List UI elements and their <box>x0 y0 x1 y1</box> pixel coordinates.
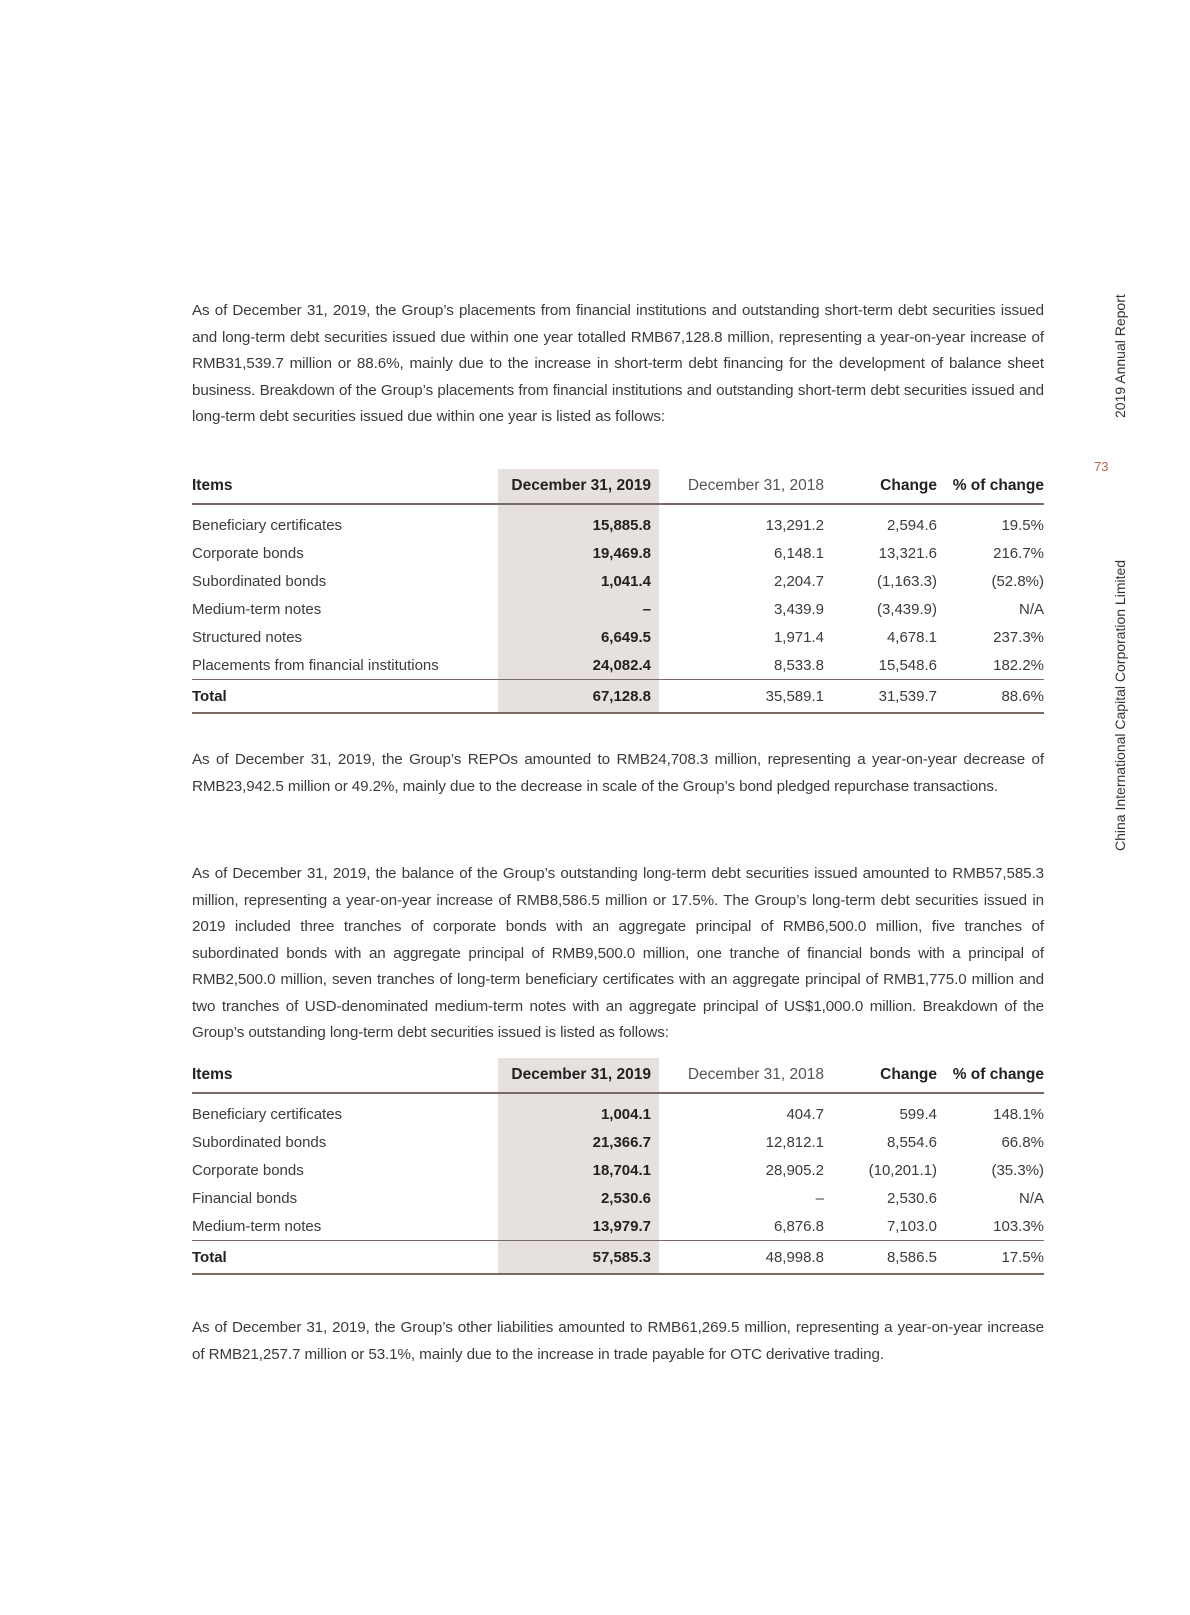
short-term-debt-table <box>192 469 1044 714</box>
table-row <box>192 651 1044 680</box>
cell-2018: 2,204.7 <box>773 572 824 590</box>
cell-item: Medium-term notes <box>192 1217 322 1235</box>
header-2019: December 31, 2019 <box>498 1058 659 1093</box>
cell-2019: 2,530.6 <box>498 1184 659 1212</box>
cell-2018: 12,812.1 <box>765 1133 824 1151</box>
paragraph-other-liabilities: As of December 31, 2019, the Group’s other liabilities amounted to RMB61,269.5 million, representing a year-on-year increase of RMB21,257.7 million or 53.1%, mainly due to the increase in trade payable for OTC derivative trading. <box>192 1319 1044 1363</box>
table-row <box>192 504 1044 539</box>
cell-2018: 3,439.9 <box>773 600 824 618</box>
header-change: Change <box>824 469 937 504</box>
cell-2018: 1,971.4 <box>773 628 824 646</box>
cell-2019: 24,082.4 <box>498 651 659 680</box>
cell-item: Financial bonds <box>192 1189 298 1207</box>
paragraph-repos: As of December 31, 2019, the Group’s REPOs amounted to RMB24,708.3 million, representing a year-on-year decrease of RMB23,942.5 million or 49.2%, mainly due to the decrease in scale of the Group’s bond pledged repurchase transactions. <box>192 751 1044 795</box>
cell-2018: 6,148.1 <box>773 544 824 562</box>
table-header-row <box>192 469 1044 504</box>
table-row <box>192 1093 1044 1128</box>
header-items: Items <box>192 469 498 504</box>
table-row <box>192 1212 1044 1241</box>
report-title: 2019 Annual Report <box>1112 294 1128 418</box>
total-pct: 88.6% <box>937 680 1044 714</box>
cell-change: 2,530.6 <box>886 1189 937 1207</box>
table-row <box>192 567 1044 595</box>
cell-change: 8,554.6 <box>886 1133 937 1151</box>
cell-2018: – <box>815 1189 824 1207</box>
total-2019: 57,585.3 <box>498 1241 659 1275</box>
cell-pct: 182.2% <box>993 656 1044 674</box>
cell-change: 599.4 <box>899 1105 937 1123</box>
table-row <box>192 623 1044 651</box>
cell-change: 4,678.1 <box>886 628 937 646</box>
header-2018: December 31, 2018 <box>659 469 824 504</box>
cell-item: Placements from financial institutions <box>192 656 439 674</box>
header-pct-change: % of change <box>937 469 1044 504</box>
table-header-row <box>192 1058 1044 1093</box>
cell-change: 13,321.6 <box>878 544 937 562</box>
cell-item: Beneficiary certificates <box>192 516 343 534</box>
cell-pct: N/A <box>1018 1189 1044 1207</box>
header-2018: December 31, 2018 <box>659 1058 824 1093</box>
cell-pct: 19.5% <box>1001 516 1044 534</box>
total-row <box>192 1241 1044 1275</box>
table-row <box>192 539 1044 567</box>
table-row <box>192 1184 1044 1212</box>
cell-change: 2,594.6 <box>886 516 937 534</box>
cell-2018: 8,533.8 <box>773 656 824 674</box>
table-row <box>192 1128 1044 1156</box>
cell-2019: – <box>498 595 659 623</box>
cell-2019: 19,469.8 <box>498 539 659 567</box>
total-2018: 35,589.1 <box>659 680 824 714</box>
cell-2019: 6,649.5 <box>498 623 659 651</box>
cell-change: (10,201.1) <box>868 1161 937 1179</box>
cell-change: 7,103.0 <box>886 1217 937 1235</box>
cell-pct: (35.3%) <box>991 1161 1044 1179</box>
cell-change: 15,548.6 <box>878 656 937 674</box>
total-2019: 67,128.8 <box>498 680 659 714</box>
cell-change: (1,163.3) <box>876 572 937 590</box>
cell-2018: 13,291.2 <box>765 516 824 534</box>
long-term-debt-table <box>192 1058 1044 1275</box>
cell-item: Beneficiary certificates <box>192 1105 343 1123</box>
cell-item: Structured notes <box>192 628 303 646</box>
cell-pct: (52.8%) <box>991 572 1044 590</box>
total-pct: 17.5% <box>937 1241 1044 1275</box>
header-items: Items <box>192 1058 498 1093</box>
company-name: China International Capital Corporation Limited <box>1112 559 1128 851</box>
cell-pct: 237.3% <box>993 628 1044 646</box>
cell-item: Corporate bonds <box>192 1161 304 1179</box>
cell-2019: 1,041.4 <box>498 567 659 595</box>
cell-pct: 148.1% <box>993 1105 1044 1123</box>
cell-2019: 1,004.1 <box>498 1093 659 1128</box>
cell-item: Subordinated bonds <box>192 572 327 590</box>
total-label: Total <box>192 680 498 714</box>
cell-pct: N/A <box>1018 600 1044 618</box>
cell-2018: 6,876.8 <box>773 1217 824 1235</box>
paragraph-short-term-debt: As of December 31, 2019, the Group’s placements from financial institutions and outstanding short-term debt securities issued and long-term debt securities issued due within one year totalled RMB67,128.8 million, representing a year-on-year increase of RMB31,539.7 million or 88.6%, mainly due to the increase in short-term debt financing for the development of balance sheet business. Breakdown of the Group’s placements from financial institutions and outstanding short-term debt securities issued and long-term debt securities issued due within one year is listed as follows: <box>192 302 1044 426</box>
paragraph-long-term-debt: As of December 31, 2019, the balance of the Group’s outstanding long-term debt securities issued amounted to RMB57,585.3 million, representing a year-on-year increase of RMB8,586.5 million or 17.5%. The Group’s long-term debt securities issued in 2019 included three tranches of corporate bonds with an aggregate principal of RMB6,500.0 million, five tranches of subordinated bonds with an aggregate principal of RMB9,500.0 million, one tranche of financial bonds with a principal of RMB2,500.0 million, seven tranches of long-term beneficiary certificates with an aggregate principal of RMB1,775.0 million and two tranches of USD-denominated medium-term notes with an aggregate principal of US$1,000.0 million. Breakdown of the Group’s outstanding long-term debt securities issued is listed as follows: <box>192 865 1044 1042</box>
cell-item: Medium-term notes <box>192 600 322 618</box>
page-number: 73 <box>1094 459 1109 474</box>
cell-pct: 103.3% <box>993 1217 1044 1235</box>
cell-pct: 66.8% <box>1001 1133 1044 1151</box>
cell-change: (3,439.9) <box>876 600 937 618</box>
table-row <box>192 595 1044 623</box>
total-change: 31,539.7 <box>824 680 937 714</box>
header-change: Change <box>824 1058 937 1093</box>
cell-2018: 28,905.2 <box>765 1161 824 1179</box>
cell-2018: 404.7 <box>786 1105 824 1123</box>
cell-2019: 15,885.8 <box>498 504 659 539</box>
cell-2019: 21,366.7 <box>498 1128 659 1156</box>
cell-item: Corporate bonds <box>192 544 304 562</box>
cell-2019: 13,979.7 <box>498 1212 659 1241</box>
cell-2019: 18,704.1 <box>498 1156 659 1184</box>
cell-pct: 216.7% <box>993 544 1044 562</box>
header-2019: December 31, 2019 <box>498 469 659 504</box>
table-row <box>192 1156 1044 1184</box>
total-2018: 48,998.8 <box>659 1241 824 1275</box>
total-label: Total <box>192 1241 498 1275</box>
total-change: 8,586.5 <box>824 1241 937 1275</box>
cell-item: Subordinated bonds <box>192 1133 327 1151</box>
header-pct-change: % of change <box>937 1058 1044 1093</box>
total-row <box>192 680 1044 714</box>
